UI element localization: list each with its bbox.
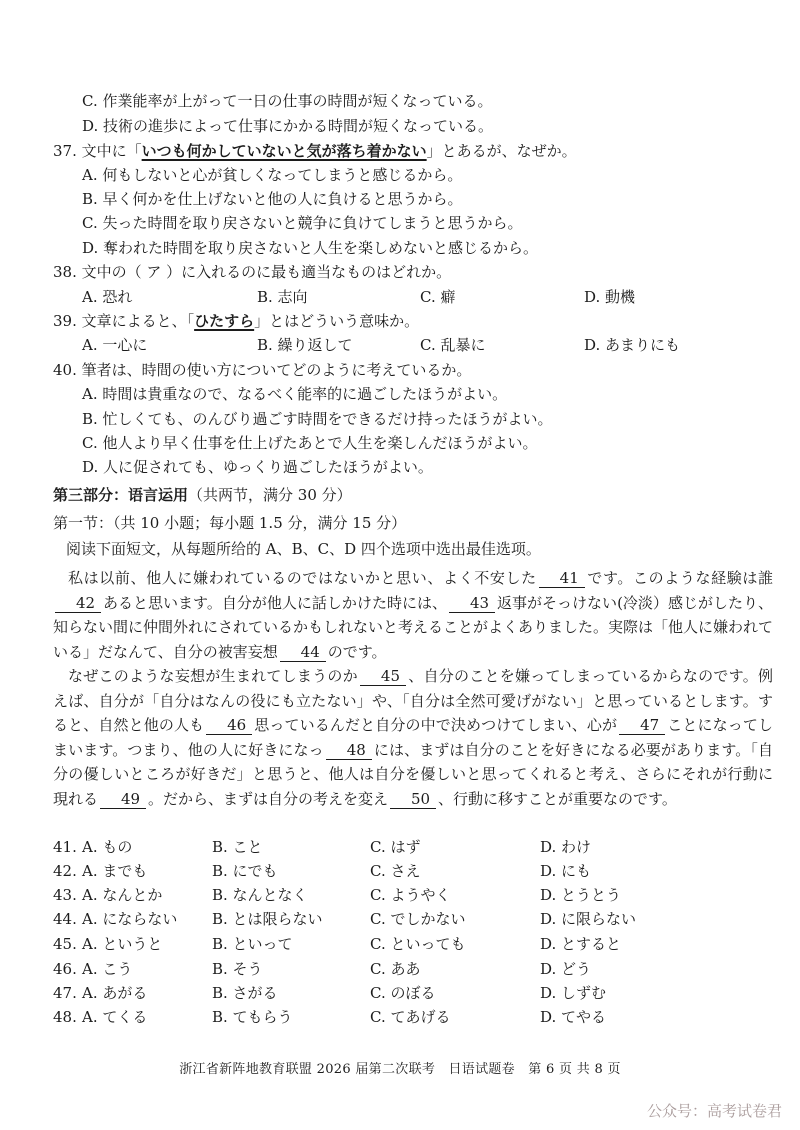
blank-41: 41 <box>539 570 585 588</box>
page-footer: 浙江省新阵地教育联盟 2026 届第二次联考 日语试题卷 第 6 页 共 8 页 <box>179 1062 621 1077</box>
q39-underlined-quote: ひたすら <box>194 312 255 330</box>
question-number: 48. <box>53 1008 77 1026</box>
option-d: D. てやる <box>540 1008 607 1026</box>
q40-stem: 40. 筆者は、時間の使い方についてどのように考えているか。 <box>53 361 472 379</box>
q40-option-d: D. 人に促されても、ゆっくり過ごしたほうがよい。 <box>82 458 433 476</box>
blank-49: 49 <box>100 791 146 809</box>
option-d: D. しずむ <box>540 984 607 1002</box>
option-b: B. といって <box>212 935 293 953</box>
q40-option-a: A. 時間は貴重なので、なるべく能率的に過ごしたほうがよい。 <box>82 385 508 403</box>
q37-option-d: D. 奪われた時間を取り戻さないと人生を楽しめないと感じるから。 <box>82 239 539 257</box>
watermark: 公众号：高考试卷君 <box>646 1102 782 1120</box>
q38-stem: 38. 文中の（ ア ）に入れるのに最も適当なものはどれか。 <box>53 263 452 281</box>
q38-option-a: A. 恐れ <box>82 288 133 306</box>
blank-48: 48 <box>326 742 372 760</box>
q37-option-a: A. 何もしないと心が貧しくなってしまうと感じるから。 <box>82 166 463 184</box>
q38-option-d: D. 動機 <box>584 288 636 306</box>
q36-option-d: D. 技術の進歩によって仕事にかかる時間が短くなっている。 <box>82 117 494 135</box>
option-c: C. はず <box>370 838 421 856</box>
passage-paragraph-1: 私は以前、他人に嫌われているのではないかと思い、よく不安した 41 です。このような経験は誰42 あると思います。自分が他人に話しかけた時には、 43 返事がそっけない(冷淡）感じがしたり、知らない間に仲間外れにされているかもしれないと考えることがよくありました。実際は「他人に嫌われている」だなんて、自分の被害妄想 44 のです。 <box>53 569 774 661</box>
blank-50: 50 <box>390 791 436 809</box>
blank-46: 46 <box>206 717 252 735</box>
passage-paragraph-2: なぜこのような妄想が生まれてしまうのか 45 、自分のことを嫌ってしまっているからなのです。例えば、自分が「自分はなんの役にも立たない」や、「自分は全然可愛げがない」と思っているとします。すると、自然と他の人も 46 思っているんだと自分の中で決めつけてしまい、心が 47 ことになってしまいます。つまり、他の人に好きになっ 48 には、まずは自分のことを好きになる必要があります。「自分の優しいところが好きだ」と思うと、他人は自分を優しいと思ってくれると考え、さらにそれが行動に現れる 49 。だから、まずは自分の考えを変え 50 、行動に移すことが重要なのです。 <box>53 667 773 808</box>
option-a: A. こう <box>82 960 133 978</box>
option-c: C. のぼる <box>370 984 436 1002</box>
option-c: C. ようやく <box>370 886 451 904</box>
blank-47: 47 <box>619 717 665 735</box>
q39-stem: 39. 文章によると、「ひたすら」とはどういう意味か。 <box>53 312 420 330</box>
q39-option-b: B. 繰り返して <box>257 336 353 354</box>
option-d: D. どう <box>540 960 592 978</box>
blank-42: 42 <box>55 595 101 613</box>
instruction: 阅读下面短文，从每题所给的 A、B、C、D 四个选项中选出最佳选项。 <box>66 540 541 558</box>
option-b: B. とは限らない <box>212 910 323 928</box>
q39-option-a: A. 一心に <box>82 336 148 354</box>
option-d: D. とすると <box>540 935 622 953</box>
option-c: C. さえ <box>370 862 421 880</box>
question-number: 43. <box>53 886 77 904</box>
q39-option-d: D. あまりにも <box>584 336 681 354</box>
option-b: B. てもらう <box>212 1008 293 1026</box>
blank-44: 44 <box>280 644 326 662</box>
blank-45: 45 <box>360 668 406 686</box>
option-c: C. でしかない <box>370 910 466 928</box>
blank-43: 43 <box>449 595 495 613</box>
question-number: 46. <box>53 960 77 978</box>
option-b: B. にでも <box>212 862 278 880</box>
q37-stem: 37. 文中に「いつも何かしていないと気が落ち着かない」とあるが、なぜか。 <box>53 142 577 160</box>
q37-option-b: B. 早く何かを仕上げないと他の人に負けると思うから。 <box>82 190 463 208</box>
section-heading: 第三部分：语言运用（共两节，满分 30 分） <box>53 486 352 504</box>
q38-option-c: C. 癖 <box>420 288 456 306</box>
question-number: 47. <box>53 984 77 1002</box>
option-b: B. こと <box>212 838 263 856</box>
q39-option-c: C. 乱暴に <box>420 336 486 354</box>
q37-underlined-quote: いつも何かしていないと気が落ち着かない <box>141 142 427 160</box>
option-a: A. というと <box>82 935 163 953</box>
subsection-heading: 第一节：（共 10 小题；每小题 1.5 分，满分 15 分） <box>53 514 407 532</box>
option-a: A. までも <box>82 862 148 880</box>
option-d: D. とうとう <box>540 886 622 904</box>
q36-option-c: C. 作業能率が上がって一日の仕事の時間が短くなっている。 <box>82 92 493 110</box>
option-a: A. もの <box>82 838 133 856</box>
option-a: A. にならない <box>82 910 178 928</box>
option-c: C. といっても <box>370 935 466 953</box>
question-number: 45. <box>53 935 77 953</box>
option-a: A. なんとか <box>82 886 163 904</box>
option-a: A. あがる <box>82 984 148 1002</box>
question-number: 41. <box>53 838 77 856</box>
option-c: C. ああ <box>370 960 421 978</box>
option-b: B. さがる <box>212 984 278 1002</box>
question-number: 44. <box>53 910 77 928</box>
q38-option-b: B. 志向 <box>257 288 308 306</box>
option-b: B. そう <box>212 960 263 978</box>
question-number: 42. <box>53 862 77 880</box>
q40-option-c: C. 他人より早く仕事を仕上げたあとで人生を楽しんだほうがよい。 <box>82 434 538 452</box>
q40-option-b: B. 忙しくても、のんびり過ごす時間をできるだけ持ったほうがよい。 <box>82 410 553 428</box>
option-a: A. てくる <box>82 1008 148 1026</box>
option-c: C. てあげる <box>370 1008 451 1026</box>
option-b: B. なんとなく <box>212 886 308 904</box>
option-d: D. わけ <box>540 838 592 856</box>
option-d: D. に限らない <box>540 910 637 928</box>
option-d: D. にも <box>540 862 592 880</box>
q37-option-c: C. 失った時間を取り戻さないと競争に負けてしまうと思うから。 <box>82 214 523 232</box>
